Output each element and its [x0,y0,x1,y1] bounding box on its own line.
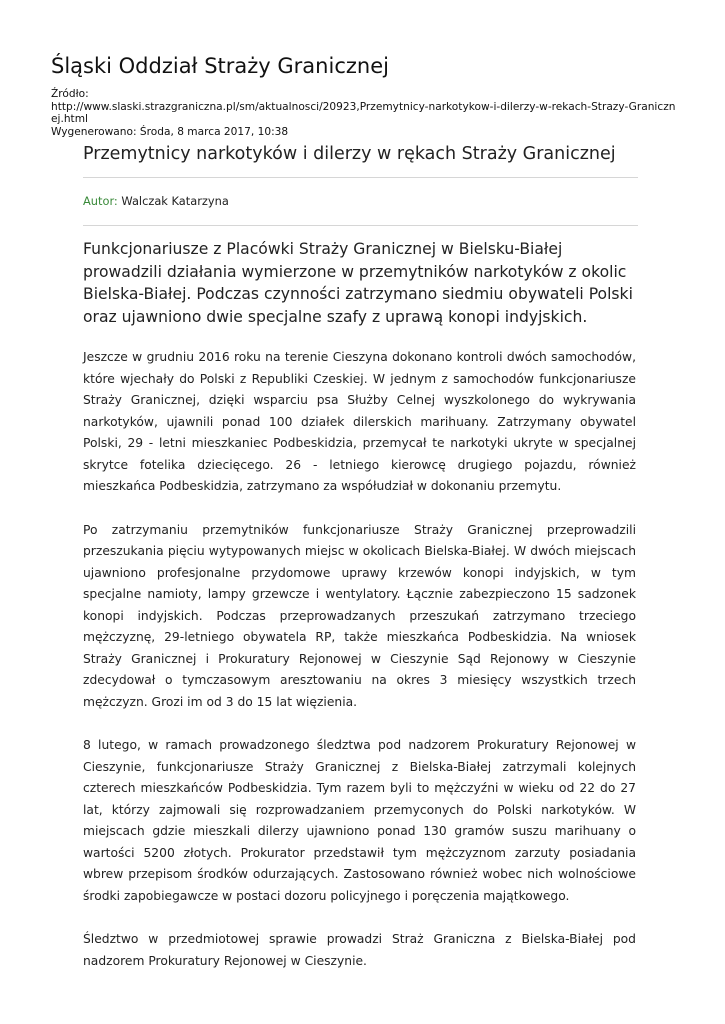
article-paragraph: Po zatrzymaniu przemytników funkcjonariusze Straży Granicznej przeprowadzili przeszukania pięciu wytypowanych miejsc w okolicach Bielska-Białej. W dwóch miejscach ujawniono profesjonalne przydomowe uprawy krzewów konopi indyjskich, w tym specjalne namioty, lampy grzewcze i wentylatory. Łącznie zabezpieczono 15 sadzonek konopi indyjskich. Podczas przeprowadzanych przeszukań zatrzymano trzeciego mężczyznę, 29-letniego obywatela RP, także mieszkańca Podbeskidzia. Na wniosek Straży Granicznej i Prokuratury Rejonowej w Cieszynie Sąd Rejonowy w Cieszynie zdecydował o tymczasowym aresztowaniu na okres 3 miesięcy wszystkich trzech mężczyzn. Grozi im od 3 do 15 lat więzienia. [83,522,636,709]
title-divider [83,177,638,178]
article-paragraph: Jeszcze w grudniu 2016 roku na terenie Cieszyna dokonano kontroli dwóch samochodów, które wjechały do Polski z Republiki Czeskiej. W jednym z samochodów funkcjonariusze Straży Granicznej, dzięki wsparciu psa Służby Celnej wyszkolonego do wykrywania narkotyków, ujawnili ponad 100 działek dilerskich marihuany. Zatrzymany obywatel Polski, 29 - letni mieszkaniec Podbeskidzia, przemycał te narkotyki ukryte w specjalnej skrytce fotelika dziecięcego. 26 - letniego kierowcę drugiego pojazdu, również mieszkańca Podbeskidzia, zatrzymano za współudział w dokonaniu przemytu. [83,350,636,493]
generated-timestamp: Wygenerowano: Środa, 8 marca 2017, 10:38 [51,125,289,138]
source-url[interactable]: http://www.slaski.strazgraniczna.pl/sm/aktualnosci/20923,Przemytnicy-narkotykow-i-dilerzy-w-rekach-Strazy-Granicznej.html [51,100,676,125]
article-body [83,347,636,994]
author-name: Walczak Katarzyna [121,194,229,208]
article-title: Przemytnicy narkotyków i dilerzy w rękach Straży Granicznej [83,144,616,164]
document-meta [51,88,681,138]
article-lead: Funkcjonariusze z Placówki Straży Granicznej w Bielsku-Białej prowadzili działania wymierzone w przemytników narkotyków z okolic Bielska-Białej. Podczas czynności zatrzymano siedmiu obywateli Polski oraz ujawniono dwie specjalne szafy z uprawą konopi indyjskich. [83,240,633,326]
author-label: Autor: [83,194,118,208]
author-divider [83,225,638,226]
site-title: Śląski Oddział Straży Granicznej [51,54,389,78]
source-label: Źródło: [51,88,89,100]
article-paragraph: 8 lutego, w ramach prowadzonego śledztwa pod nadzorem Prokuratury Rejonowej w Cieszynie, funkcjonariusze Straży Granicznej z Bielska-Białej zatrzymali kolejnych czterech mieszkańców Podbeskidzia. Tym razem byli to mężczyźni w wieku od 22 do 27 lat, którzy zajmowali się rozprowadzaniem przemyconych do Polski narkotyków. W miejscach gdzie mieszkali dilerzy ujawniono ponad 130 gramów suszu marihuany o wartości 5200 złotych. Prokurator przedstawił tym mężczyznom zarzuty posiadania wbrew przepisom środków odurzających. Zastosowano również wobec nich wolnościowe środki zapobiegawcze w postaci dozoru policyjnego i poręczenia majątkowego. [83,738,636,903]
article-paragraph: Śledztwo w przedmiotowej sprawie prowadzi Straż Graniczna z Bielska-Białej pod nadzorem Prokuratury Rejonowej w Cieszynie. [83,932,636,968]
author-line [83,193,229,209]
